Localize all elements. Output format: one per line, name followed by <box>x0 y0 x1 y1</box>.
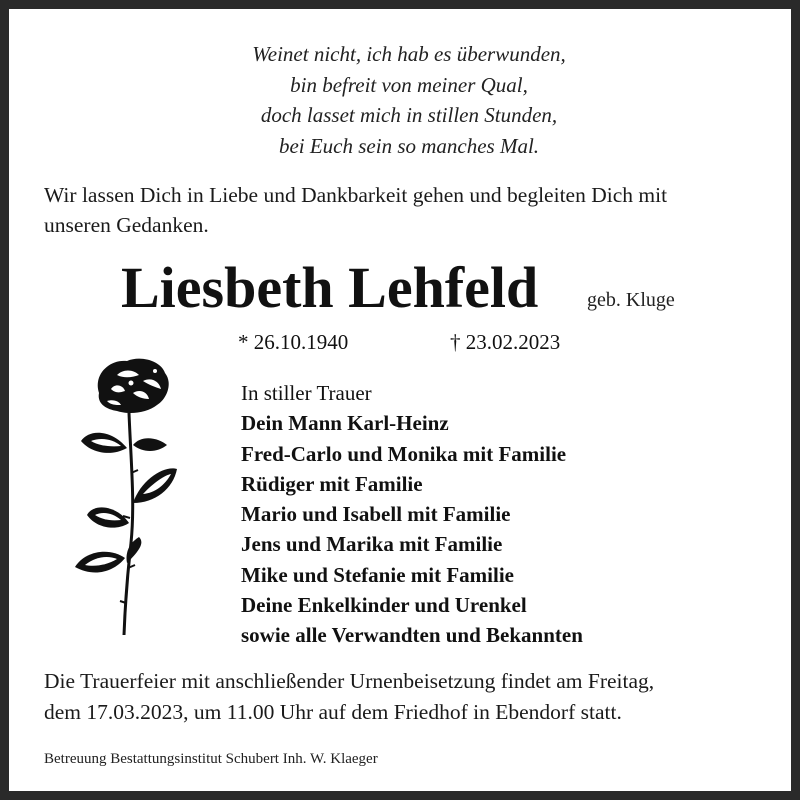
poem-line: doch lasset mich in stillen Stunden, <box>260 103 558 127</box>
intro-line: unseren Gedanken. <box>44 213 209 237</box>
death-date: † 23.02.2023 <box>450 330 561 354</box>
poem <box>9 39 800 161</box>
service-line: dem 17.03.2023, um 11.00 Uhr auf dem Friedhof in Ebendorf statt. <box>44 700 622 724</box>
maiden-name: geb. Kluge <box>587 289 675 311</box>
mourner-name: Fred-Carlo und Monika mit Familie <box>241 441 567 466</box>
poem-line: Weinet nicht, ich hab es überwunden, <box>252 42 566 66</box>
mourner-name: Dein Mann Karl-Heinz <box>241 411 449 436</box>
intro-line: Wir lassen Dich in Liebe und Dankbarkeit gehen und begleiten Dich mit <box>44 183 668 207</box>
mourner-name: Deine Enkelkinder und Urenkel <box>241 593 527 618</box>
service-info <box>44 666 784 728</box>
funeral-home-credit: Betreuung Bestattungsinstitut Schubert Inh. W. Klaeger <box>44 751 378 767</box>
mourners-list <box>241 378 583 651</box>
mourner-name: Mario und Isabell mit Familie <box>241 502 511 527</box>
intro-text <box>44 180 784 240</box>
birth-date: * 26.10.1940 <box>238 330 349 354</box>
mourner-name: Rüdiger mit Familie <box>241 471 423 496</box>
service-line: Die Trauerfeier mit anschließender Urnenbeisetzung findet am Freitag, <box>44 669 655 693</box>
poem-line: bei Euch sein so manches Mal. <box>278 133 540 158</box>
mourner-name: Jens und Marika mit Familie <box>241 532 503 557</box>
mourners-heading: In stiller Trauer <box>241 381 372 405</box>
rose-icon <box>69 353 184 638</box>
mourner-name: Mike und Stefanie mit Familie <box>241 562 514 587</box>
poem-line: bin befreit von meiner Qual, <box>290 72 528 97</box>
mourner-name: sowie alle Verwandten und Bekannten <box>241 623 583 648</box>
deceased-name: Liesbeth Lehfeld <box>121 255 539 320</box>
